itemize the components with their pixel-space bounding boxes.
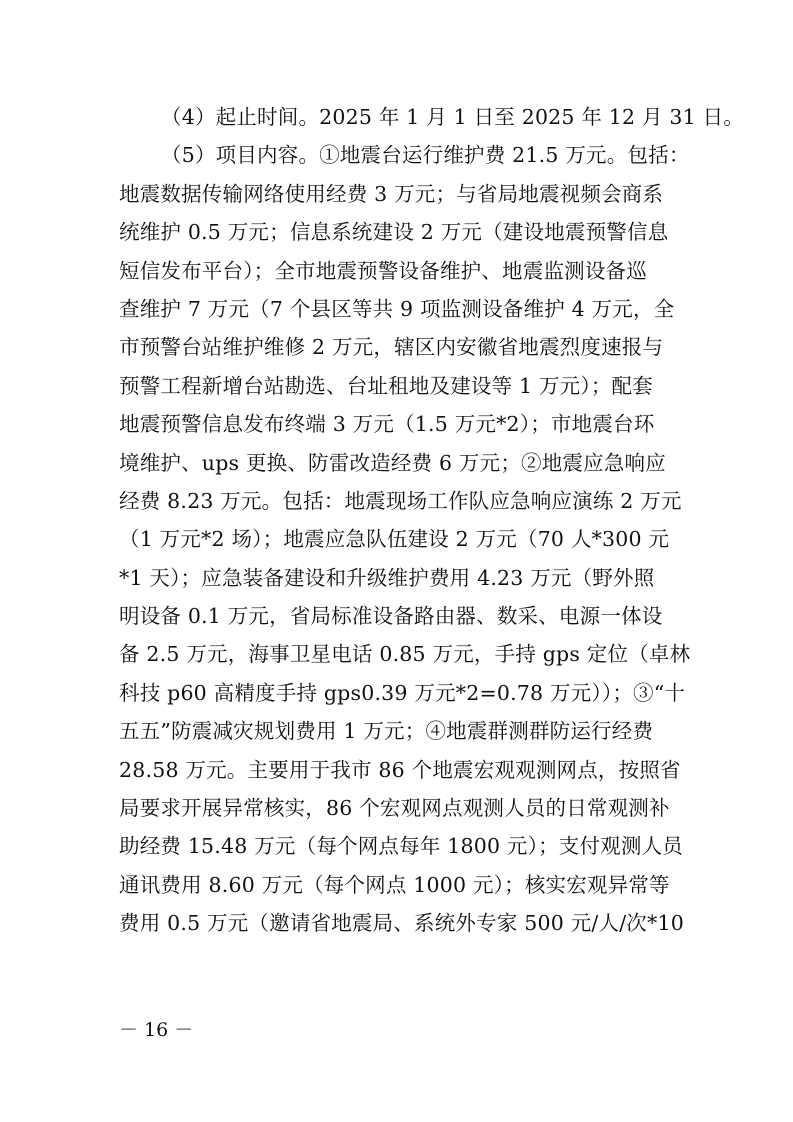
- text-line: 预警工程新增台站勘选、台址租地及建设等 1 万元）；配套: [119, 373, 653, 398]
- text-line: （4）起止时间。2025 年 1 月 1 日至 2025 年 12 月 31 日。: [161, 105, 745, 129]
- text-line: 地震预警信息发布终端 3 万元（1.5 万元*2）；市地震台环: [119, 412, 655, 437]
- text-line: 助经费 15.48 万元（每个网点每年 1800 元）；支付观测人员: [119, 834, 683, 859]
- text-line: 查维护 7 万元（7 个县区等共 9 项监测设备维护 4 万元，全: [119, 296, 675, 321]
- text-line: 28.58 万元。主要用于我市 86 个地震宏观观测网点，按照省: [119, 757, 681, 782]
- text-line: 科技 p60 高精度手持 gps0.39 万元*2=0.78 万元））；③“十: [119, 680, 686, 705]
- text-line: *1 天）；应急装备建设和升级维护费用 4.23 万元（野外照: [119, 565, 655, 590]
- text-line: 短信发布平台）；全市地震预警设备维护、地震监测设备巡: [119, 258, 647, 283]
- text-line: 费用 0.5 万元（邀请省地震局、系统外专家 500 元/人/次*10: [119, 911, 684, 936]
- text-line: 境维护、ups 更换、防雷改造经费 6 万元；②地震应急响应: [119, 450, 666, 475]
- text-line: 通讯费用 8.60 万元（每个网点 1000 元）；核实宏观异常等: [119, 872, 670, 897]
- page-number: － 16 －: [119, 1019, 194, 1041]
- text-line: 备 2.5 万元，海事卫星电话 0.85 万元，手持 gps 定位（卓林: [119, 642, 691, 667]
- text-line: （1 万元*2 场）；地震应急队伍建设 2 万元（70 人*300 元: [119, 527, 670, 552]
- text-line: 明设备 0.1 万元，省局标准设备路由器、数采、电源一体设: [119, 604, 663, 629]
- text-line: 五五”防震减灾规划费用 1 万元；④地震群测群防运行经费: [119, 719, 654, 744]
- text-line: （5）项目内容。①地震台运行维护费 21.5 万元。包括：: [161, 143, 690, 168]
- text-line: 经费 8.23 万元。包括：地震现场工作队应急响应演练 2 万元: [119, 488, 682, 513]
- text-line: 地震数据传输网络使用经费 3 万元；与省局地震视频会商系: [119, 181, 664, 206]
- body-text: [119, 98, 745, 943]
- text-line: 市预警台站维护维修 2 万元，辖区内安徽省地震烈度速报与: [119, 335, 664, 360]
- text-line: 统维护 0.5 万元；信息系统建设 2 万元（建设地震预警信息: [119, 220, 669, 245]
- text-line: 局要求开展异常核实，86 个宏观网点观测人员的日常观测补: [119, 796, 670, 821]
